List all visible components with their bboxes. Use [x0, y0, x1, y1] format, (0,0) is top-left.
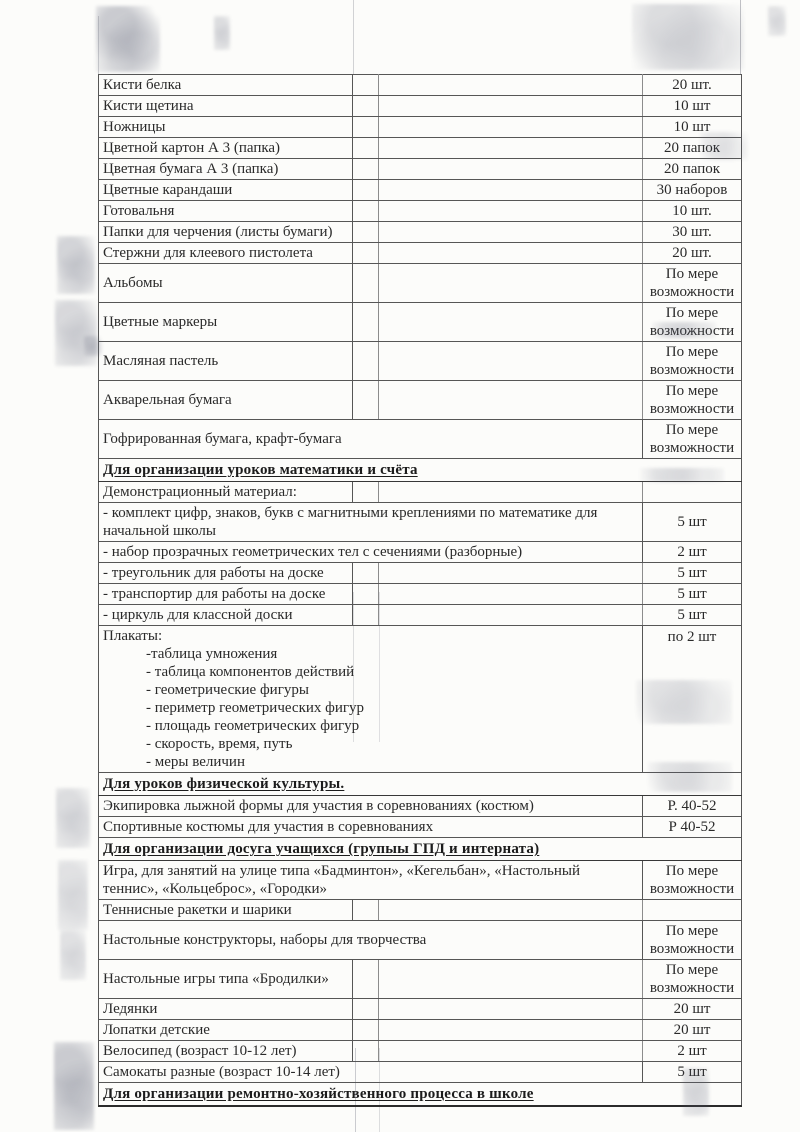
poster-list: [146, 645, 638, 771]
item-quantity: 2 шт: [643, 542, 742, 563]
item-name: Экипировка лыжной формы для участия в соревнованиях (костюм): [103, 798, 534, 814]
item-name-cell: [99, 138, 353, 159]
item-name: Готовальня: [103, 203, 175, 219]
item-quantity: По мере возможности: [643, 861, 742, 900]
empty-spacer-cell: [353, 75, 379, 96]
item-quantity: [643, 482, 742, 503]
item-quantity: По мере возможности: [643, 960, 742, 999]
item-name-cell: [99, 1041, 353, 1062]
empty-spacer-cell: [353, 1020, 379, 1041]
item-name-cell: [99, 563, 353, 584]
item-name: - треугольник для работы на доске: [103, 565, 324, 581]
scan-smudge: [768, 6, 786, 36]
supplies-table-body: [99, 75, 742, 1107]
empty-spacer-cell: [353, 900, 379, 921]
empty-spacer-cell: [379, 482, 643, 503]
item-quantity: [643, 900, 742, 921]
item-name-cell: [99, 222, 353, 243]
empty-spacer-cell: [379, 584, 643, 605]
section-header-cell: [99, 838, 742, 861]
table-row: [99, 584, 742, 605]
item-name-cell: [99, 159, 353, 180]
item-quantity: По мере возможности: [643, 264, 742, 303]
empty-spacer-cell: [379, 159, 643, 180]
empty-spacer-cell: [379, 264, 643, 303]
empty-spacer-cell: [353, 381, 379, 420]
empty-spacer-cell: [379, 243, 643, 264]
item-name: Ледянки: [103, 1001, 158, 1017]
table-row: [99, 342, 742, 381]
table-row: [99, 605, 742, 626]
scan-smudge: [214, 16, 230, 50]
item-quantity: 20 папок: [643, 138, 742, 159]
poster-list-item: - периметр геометрических фигур: [146, 700, 365, 716]
item-quantity: 10 шт.: [643, 201, 742, 222]
item-name: - комплект цифр, знаков, букв с магнитными креплениями по математике для начальной школы: [103, 505, 598, 539]
table-row: [99, 817, 742, 838]
item-name-cell: [99, 999, 353, 1020]
table-row: [99, 201, 742, 222]
item-name: Папки для черчения (листы бумаги): [103, 224, 333, 240]
item-quantity: Р. 40-52: [643, 796, 742, 817]
table-row: [99, 303, 742, 342]
table-row: [99, 159, 742, 180]
scan-smudge: [54, 1042, 94, 1130]
empty-spacer-cell: [353, 96, 379, 117]
table-row: [99, 180, 742, 201]
item-name-cell: [99, 1062, 643, 1083]
item-name: Плакаты:: [103, 628, 163, 644]
item-name-cell: [99, 605, 353, 626]
table-row: [99, 243, 742, 264]
item-quantity: 2 шт: [643, 1041, 742, 1062]
item-name-cell: [99, 482, 353, 503]
item-name-cell: [99, 584, 353, 605]
empty-spacer-cell: [379, 1020, 643, 1041]
empty-spacer-cell: [353, 201, 379, 222]
item-name-cell: [99, 921, 643, 960]
table-row: [99, 796, 742, 817]
item-quantity: 30 шт.: [643, 222, 742, 243]
empty-spacer-cell: [379, 96, 643, 117]
poster-list-item: -таблица умножения: [146, 646, 278, 662]
section-header-cell: [99, 459, 742, 482]
item-quantity: 20 шт.: [643, 75, 742, 96]
item-quantity: 10 шт: [643, 96, 742, 117]
empty-spacer-cell: [379, 303, 643, 342]
item-quantity: 20 шт.: [643, 243, 742, 264]
empty-spacer-cell: [379, 900, 643, 921]
section-row: [99, 1083, 742, 1107]
empty-spacer-cell: [379, 117, 643, 138]
scan-smudge: [632, 4, 744, 70]
empty-spacer-cell: [379, 222, 643, 243]
item-quantity: 20 шт: [643, 999, 742, 1020]
item-quantity: 5 шт: [643, 605, 742, 626]
item-name-cell: [99, 342, 353, 381]
section-title: Для организации уроков математики и счёта: [103, 462, 418, 478]
table-row: [99, 626, 742, 773]
item-name: Цветные карандаши: [103, 182, 233, 198]
item-name: - транспортир для работы на доске: [103, 586, 326, 602]
item-name-cell: [99, 243, 353, 264]
item-name: Ножницы: [103, 119, 166, 135]
scan-smudge: [55, 300, 97, 366]
empty-spacer-cell: [379, 999, 643, 1020]
item-quantity: 5 шт: [643, 584, 742, 605]
item-name-cell: [99, 817, 643, 838]
table-row: [99, 921, 742, 960]
item-name: Лопатки детские: [103, 1022, 210, 1038]
scan-smudge: [56, 788, 90, 848]
table-row: [99, 75, 742, 96]
item-name: Масляная пастель: [103, 353, 219, 369]
table-row: [99, 563, 742, 584]
empty-spacer-cell: [353, 243, 379, 264]
item-quantity: По мере возможности: [643, 342, 742, 381]
item-quantity: По мере возможности: [643, 420, 742, 459]
table-row: [99, 1041, 742, 1062]
item-name: Настольные игры типа «Бродилки»: [103, 971, 329, 987]
item-name-cell: [99, 180, 353, 201]
item-name-cell: [99, 542, 643, 563]
item-name-cell: [99, 796, 643, 817]
table-row: [99, 420, 742, 459]
table-row: [99, 900, 742, 921]
section-title: Для организации досуга учащихся (групыы ГПД и интерната): [103, 841, 540, 857]
table-row: [99, 999, 742, 1020]
item-name: Цветная бумага А 3 (папка): [103, 161, 279, 177]
empty-spacer-cell: [379, 75, 643, 96]
poster-list-item: - меры величин: [146, 754, 245, 770]
empty-spacer-cell: [379, 605, 643, 626]
empty-spacer-cell: [353, 960, 379, 999]
item-quantity: 5 шт: [643, 503, 742, 542]
empty-spacer-cell: [379, 138, 643, 159]
item-name: Спортивные костюмы для участия в соревнованиях: [103, 819, 434, 835]
table-row: [99, 861, 742, 900]
empty-spacer-cell: [353, 563, 379, 584]
scan-smudge: [96, 6, 160, 72]
empty-spacer-cell: [353, 303, 379, 342]
ghost-grid-line: [353, 0, 354, 74]
item-name: Теннисные ракетки и шарики: [103, 902, 292, 918]
item-quantity: 20 шт: [643, 1020, 742, 1041]
section-row: [99, 459, 742, 482]
item-name-cell: [99, 1020, 353, 1041]
section-header-cell: [99, 1083, 742, 1107]
item-name: Цветные маркеры: [103, 314, 218, 330]
supplies-table: [98, 74, 742, 1107]
table-row: [99, 542, 742, 563]
item-quantity: По мере возможности: [643, 921, 742, 960]
item-name: Велосипед (возраст 10-12 лет): [103, 1043, 297, 1059]
item-name: Демонстрационный материал:: [103, 484, 297, 500]
table-row: [99, 222, 742, 243]
item-name: Стержни для клеевого пистолета: [103, 245, 313, 261]
item-name-cell: [99, 861, 643, 900]
table-row: [99, 138, 742, 159]
item-name: Цветной картон А 3 (папка): [103, 140, 281, 156]
item-name: Кисти белка: [103, 77, 182, 93]
empty-spacer-cell: [353, 222, 379, 243]
item-name: - набор прозрачных геометрических тел с сечениями (разборные): [103, 544, 523, 560]
section-row: [99, 838, 742, 861]
empty-spacer-cell: [353, 264, 379, 303]
poster-list-item: - площадь геометрических фигур: [146, 718, 360, 734]
section-row: [99, 773, 742, 796]
ghost-grid-line: [740, 0, 741, 74]
item-name: Игра, для занятий на улице типа «Бадминтон», «Кегельбан», «Настольный теннис», «Кольцеброс», «Городки»: [103, 863, 580, 897]
table-row: [99, 503, 742, 542]
item-name: Кисти щетина: [103, 98, 194, 114]
scan-smudge: [60, 930, 86, 980]
empty-spacer-cell: [353, 584, 379, 605]
item-name: Гофрированная бумага, крафт-бумага: [103, 431, 342, 447]
empty-spacer-cell: [379, 201, 643, 222]
section-title: Для уроков физической культуры.: [103, 776, 345, 792]
table-row: [99, 482, 742, 503]
empty-spacer-cell: [353, 1041, 379, 1062]
item-quantity: 5 шт: [643, 563, 742, 584]
item-name: - циркуль для классной доски: [103, 607, 293, 623]
item-name: Самокаты разные (возраст 10-14 лет): [103, 1064, 340, 1080]
item-name-cell: [99, 503, 643, 542]
empty-spacer-cell: [353, 138, 379, 159]
empty-spacer-cell: [379, 563, 643, 584]
item-name-cell: [99, 960, 353, 999]
empty-spacer-cell: [353, 159, 379, 180]
item-name-cell: [99, 420, 643, 459]
table-row: [99, 381, 742, 420]
ghost-grid-line: [98, 16, 99, 74]
table-row: [99, 117, 742, 138]
item-name: Настольные конструкторы, наборы для творчества: [103, 932, 427, 948]
empty-spacer-cell: [353, 180, 379, 201]
item-name-cell: [99, 201, 353, 222]
item-quantity: по 2 шт: [643, 626, 742, 773]
item-quantity: По мере возможности: [643, 303, 742, 342]
item-quantity: 20 папок: [643, 159, 742, 180]
table-row: [99, 1062, 742, 1083]
empty-spacer-cell: [353, 605, 379, 626]
item-name-cell: [99, 381, 353, 420]
table-row: [99, 264, 742, 303]
empty-spacer-cell: [379, 960, 643, 999]
item-name-cell: [99, 900, 353, 921]
poster-list-item: - скорость, время, путь: [146, 736, 293, 752]
poster-list-item: - геометрические фигуры: [146, 682, 309, 698]
item-name-cell: [99, 117, 353, 138]
empty-spacer-cell: [353, 117, 379, 138]
item-name-cell: [99, 626, 643, 773]
empty-spacer-cell: [353, 482, 379, 503]
item-name: Акварельная бумага: [103, 392, 232, 408]
empty-spacer-cell: [379, 180, 643, 201]
scan-smudge: [58, 860, 88, 930]
empty-spacer-cell: [379, 381, 643, 420]
table-row: [99, 96, 742, 117]
table-row: [99, 1020, 742, 1041]
section-title: Для организации ремонтно-хозяйственного процесса в школе: [103, 1086, 534, 1102]
scan-smudge: [57, 236, 95, 294]
empty-spacer-cell: [353, 999, 379, 1020]
empty-spacer-cell: [379, 1041, 643, 1062]
item-name-cell: [99, 96, 353, 117]
empty-spacer-cell: [353, 342, 379, 381]
item-quantity: 10 шт: [643, 117, 742, 138]
poster-list-item: - таблица компонентов действий: [146, 664, 355, 680]
table-row: [99, 960, 742, 999]
item-quantity: 30 наборов: [643, 180, 742, 201]
item-quantity: 5 шт: [643, 1062, 742, 1083]
item-name-cell: [99, 303, 353, 342]
item-name-cell: [99, 75, 353, 96]
item-name-cell: [99, 264, 353, 303]
section-header-cell: [99, 773, 742, 796]
item-name: Альбомы: [103, 275, 163, 291]
item-quantity: По мере возможности: [643, 381, 742, 420]
item-quantity: Р 40-52: [643, 817, 742, 838]
empty-spacer-cell: [379, 342, 643, 381]
